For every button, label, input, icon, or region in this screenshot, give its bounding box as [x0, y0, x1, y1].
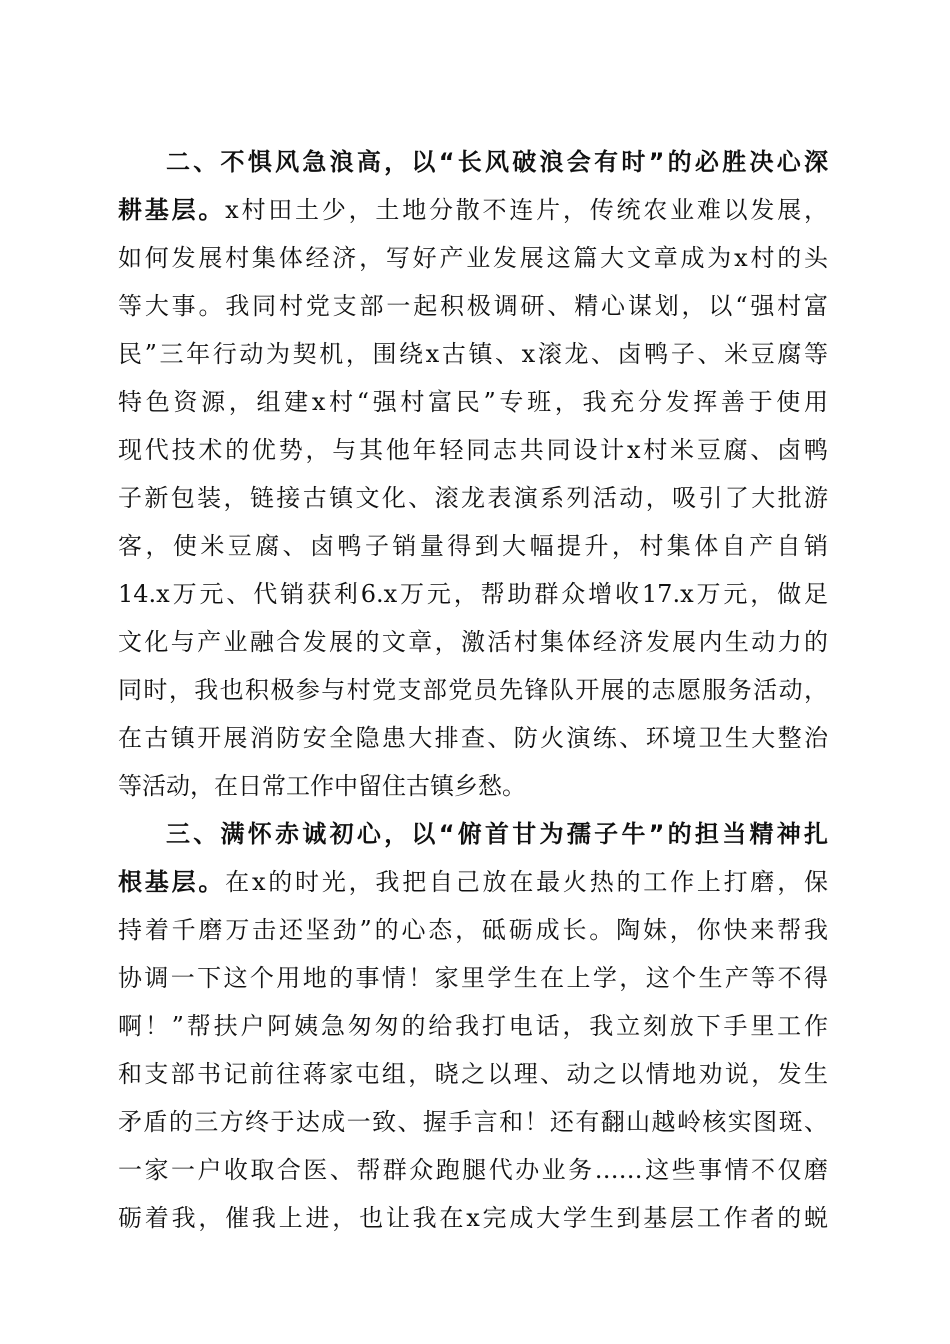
paragraph-2-line-12: 同时，我也积极参与村党支部党员先锋队开展的志愿服务活动，	[118, 676, 828, 704]
paragraph-3-line-7: 矛盾的三方终于达成一致、握手言和！还有翻山越岭核实图斑、	[118, 1108, 828, 1136]
paragraph-2-line-2	[118, 190, 828, 230]
paragraph-3-line-9: 砺着我，催我上进，也让我在x完成大学生到基层工作者的蜕	[118, 1204, 828, 1232]
paragraph-3-line-4: 协调一下这个用地的事情！家里学生在上学，这个生产等不得	[118, 964, 828, 992]
paragraph-2-line-11: 文化与产业融合发展的文章，激活村集体经济发展内生动力的	[118, 628, 828, 656]
paragraph-2-heading-line-1	[166, 142, 828, 182]
section-heading: 二、不惧风急浪高，以“长风破浪会有时”的必胜决心深	[166, 148, 828, 176]
paragraph-2-line-8: 子新包装，链接古镇文化、滚龙表演系列活动，吸引了大批游	[118, 484, 828, 512]
paragraph-2-line-10: 14.x万元、代销获利6.x万元，帮助群众增收17.x万元，做足	[118, 580, 828, 608]
paragraph-3-line-8: 一家一户收取合医、帮群众跑腿代办业务……这些事情不仅磨	[118, 1156, 828, 1184]
paragraph-3-line-6: 和支部书记前往蒋家屯组，晓之以理、动之以情地劝说，发生	[118, 1060, 828, 1088]
paragraph-3-line-3: 持着千磨万击还坚劲”的心态，砥砺成长。陶妹，你快来帮我	[118, 916, 828, 944]
paragraph-3-line-2	[118, 862, 828, 902]
paragraph-2-line-13: 在古镇开展消防安全隐患大排查、防火演练、环境卫生大整治	[118, 724, 828, 752]
section-heading: 三、满怀赤诚初心，以“俯首甘为孺子牛”的担当精神扎	[166, 820, 828, 848]
section-heading-end: 耕基层。	[118, 196, 226, 224]
paragraph-2-line-9: 客，使米豆腐、卤鸭子销量得到大幅提升，村集体自产自销	[118, 532, 828, 560]
paragraph-2-line-7: 现代技术的优势，与其他年轻同志共同设计x村米豆腐、卤鸭	[118, 436, 828, 464]
paragraph-2-line-3: 如何发展村集体经济，写好产业发展这篇大文章成为x村的头	[118, 244, 828, 272]
body-text: 在x的时光，我把自己放在最火热的工作上打磨，保	[225, 868, 828, 896]
body-text: x村田土少，土地分散不连片，传统农业难以发展，	[225, 196, 828, 224]
paragraph-2-line-14: 等活动，在日常工作中留住古镇乡愁。	[118, 772, 526, 800]
paragraph-2-line-4: 等大事。我同村党支部一起积极调研、精心谋划，以“强村富	[118, 292, 828, 320]
paragraph-2-line-5: 民”三年行动为契机，围绕x古镇、x滚龙、卤鸭子、米豆腐等	[118, 340, 828, 368]
paragraph-3-heading-line-1	[166, 814, 828, 854]
paragraph-3-line-5: 啊！”帮扶户阿姨急匆匆的给我打电话，我立刻放下手里工作	[118, 1012, 828, 1040]
section-heading-end: 根基层。	[118, 868, 226, 896]
paragraph-2-line-6: 特色资源，组建x村“强村富民”专班，我充分发挥善于使用	[118, 388, 828, 416]
